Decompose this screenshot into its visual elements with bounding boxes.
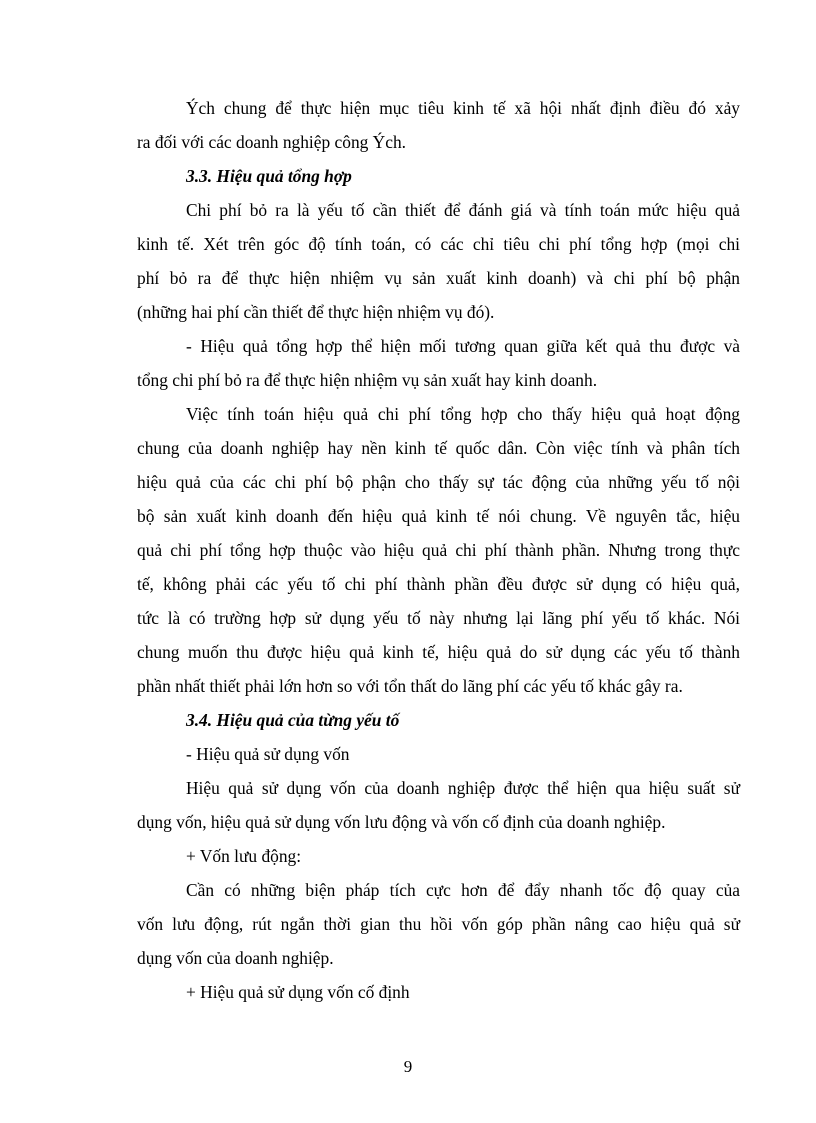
text-line: chung của doanh nghiệp hay nền kinh tế quốc dân. Còn việc tính và phân tích <box>137 438 740 458</box>
text-line: + Vốn lưu động: <box>186 846 302 866</box>
text-line: tức là có trường hợp sử dụng yếu tố này nhưng lại lãng phí yếu tố khác. Nói <box>137 608 740 628</box>
text-line: tổng chi phí bỏ ra để thực hiện nhiệm vụ sản xuất hay kinh doanh. <box>137 370 598 390</box>
text-line: kinh tế. Xét trên góc độ tính toán, có các chỉ tiêu chi phí tổng hợp (mọi chi <box>137 234 740 254</box>
page-number: 9 <box>403 1057 413 1076</box>
text-line: (những hai phí cần thiết để thực hiện nhiệm vụ đó). <box>137 302 495 322</box>
text-line: Cần có những biện pháp tích cực hơn để đẩy nhanh tốc độ quay của <box>186 880 740 900</box>
section-heading: 3.3. Hiệu quả tổng hợp <box>186 166 352 186</box>
text-line: Hiệu quả sử dụng vốn của doanh nghiệp được thể hiện qua hiệu suất sử <box>186 778 740 798</box>
document-body <box>137 91 740 1009</box>
text-line: chung muốn thu được hiệu quả kinh tế, hiệu quả do sử dụng các yếu tố thành <box>137 642 740 662</box>
text-line: hiệu quả của các chi phí bộ phận cho thấy sự tác động của những yếu tố nội <box>137 472 740 492</box>
text-line: tế, không phải các yếu tố chi phí thành phần đều được sử dụng có hiệu quả, <box>137 574 740 594</box>
text-line: Việc tính toán hiệu quả chi phí tổng hợp cho thấy hiệu quả hoạt động <box>186 404 740 424</box>
text-line: ra đối với các doanh nghiệp công Ých. <box>137 132 407 152</box>
text-line: phần nhất thiết phải lớn hơn so với tổn thất do lãng phí các yếu tố khác gây ra. <box>137 676 683 696</box>
text-line: - Hiệu quả tổng hợp thể hiện mối tương quan giữa kết quả thu được và <box>186 336 740 356</box>
text-line: + Hiệu quả sử dụng vốn cố định <box>186 982 410 1002</box>
text-line: bộ sản xuất kinh doanh đến hiệu quả kinh tế nói chung. Về nguyên tắc, hiệu <box>137 506 740 526</box>
text-line: vốn lưu động, rút ngắn thời gian thu hồi vốn góp phần nâng cao hiệu quả sử <box>137 914 740 934</box>
text-line: quả chi phí tổng hợp thuộc vào hiệu quả chi phí thành phần. Nhưng trong thực <box>137 540 740 560</box>
section-heading: 3.4. Hiệu quả của từng yếu tố <box>186 710 400 730</box>
text-line: Ých chung để thực hiện mục tiêu kinh tế xã hội nhất định điều đó xảy <box>186 98 740 118</box>
text-line: dụng vốn của doanh nghiệp. <box>137 948 334 968</box>
text-line: dụng vốn, hiệu quả sử dụng vốn lưu động và vốn cố định của doanh nghiệp. <box>137 812 666 832</box>
text-line: phí bỏ ra để thực hiện nhiệm vụ sản xuất kinh doanh) và chi phí bộ phận <box>137 268 740 288</box>
text-line: - Hiệu quả sử dụng vốn <box>186 744 350 764</box>
text-line: Chi phí bỏ ra là yếu tố cần thiết để đánh giá và tính toán mức hiệu quả <box>186 200 740 220</box>
